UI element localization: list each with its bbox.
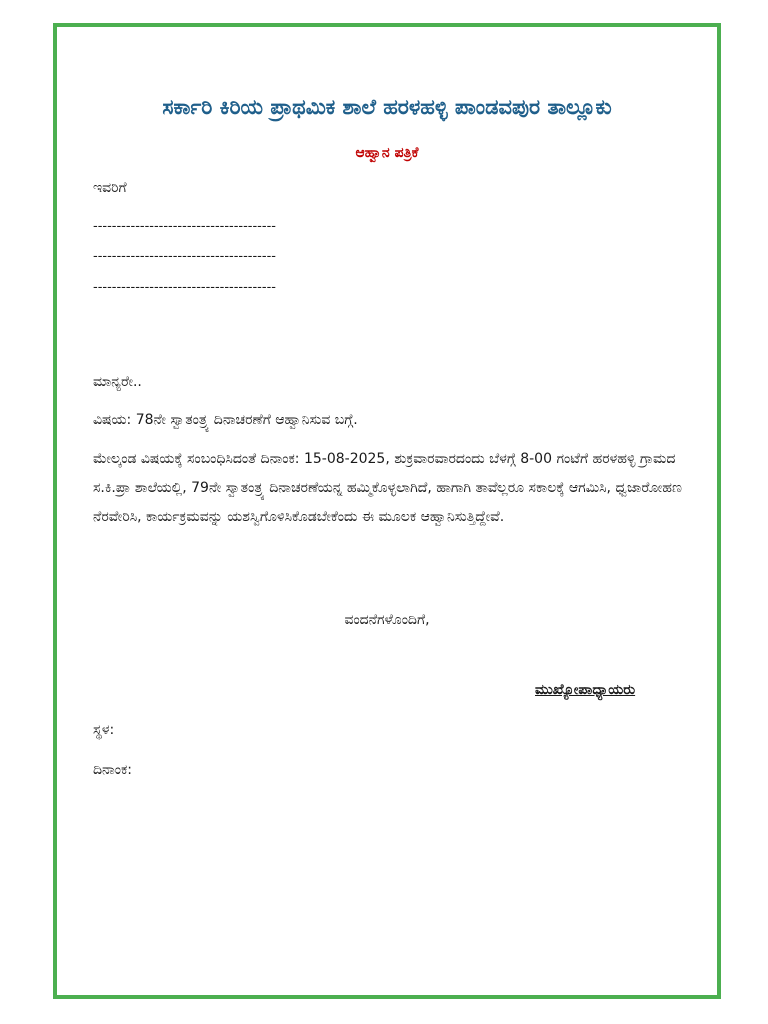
blank-line-3: ---------------------------------------: [93, 280, 276, 295]
salutation: ಮಾನ್ಯರೇ..: [93, 374, 142, 390]
invitation-heading: ಆಹ್ವಾನ ಪತ್ರಿಕೆ: [355, 145, 419, 161]
blank-line-1: ---------------------------------------: [93, 219, 276, 234]
subject-line: ವಿಷಯ: 78ನೇ ಸ್ವಾತಂತ್ರ್ಯ ದಿನಾಚರಣೆಗೆ ಆಹ್ವಾನಿಸುವ ಬಗ್ಗೆ.: [93, 412, 358, 428]
place-label: ಸ್ಥಳ:: [93, 722, 115, 738]
body-paragraph: ಮೇಲ್ಕಂಡ ವಿಷಯಕ್ಕೆ ಸಂಬಂಧಿಸಿದಂತೆ ದಿನಾಂಕ: 15-08-2025, ಶುಕ್ರವಾರವಾರದಂದು ಬೆಳಗ್ಗೆ 8-00 ಗಂಟೆಗೆ ಹರಳಹಳ್ಳಿ ಗ್ರಾಮದ ಸ.ಕಿ.ಪ್ರಾ ಶಾಲೆಯಲ್ಲಿ, 79ನೇ ಸ್ವಾತಂತ್ರ್ಯ ದಿನಾಚರಣೆಯನ್ನ ಹಮ್ಮಿಕೊಳ್ಳಲಾಗಿದೆ, ಹಾಗಾಗಿ ತಾವೆಲ್ಲರೂ ಸಕಾಲಕ್ಕೆ ಆಗಮಿಸಿ, ಧ್ವಜಾರೋಹಣ ನೆರವೇರಿಸಿ, ಕಾರ್ಯಕ್ರಮವನ್ನು ಯಶಸ್ವಿಗೊಳಿಸಿಕೊಡಬೇಕೆಂದು ಈ ಮೂಲಕ ಆಹ್ವಾನಿಸುತ್ತಿದ್ದೇವೆ.: [93, 451, 682, 525]
letter-page: [53, 23, 721, 999]
school-title: ಸರ್ಕಾರಿ ಕಿರಿಯ ಪ್ರಾಥಮಿಕ ಶಾಲೆ ಹರಳಹಳ್ಳಿ ಪಾಂಡವಪುರ ತಾಲ್ಲೂಕು: [162, 95, 612, 119]
recipient-label: ಇವರಿಗೆ: [93, 180, 127, 196]
signature-headmaster: ಮುಖ್ಯೋಪಾಧ್ಯಾಯರು: [535, 682, 636, 698]
closing-line: ವಂದನೆಗಳೊಂದಿಗೆ,: [344, 612, 430, 628]
date-label: ದಿನಾಂಕ:: [93, 762, 132, 778]
blank-line-2: ---------------------------------------: [93, 249, 276, 264]
